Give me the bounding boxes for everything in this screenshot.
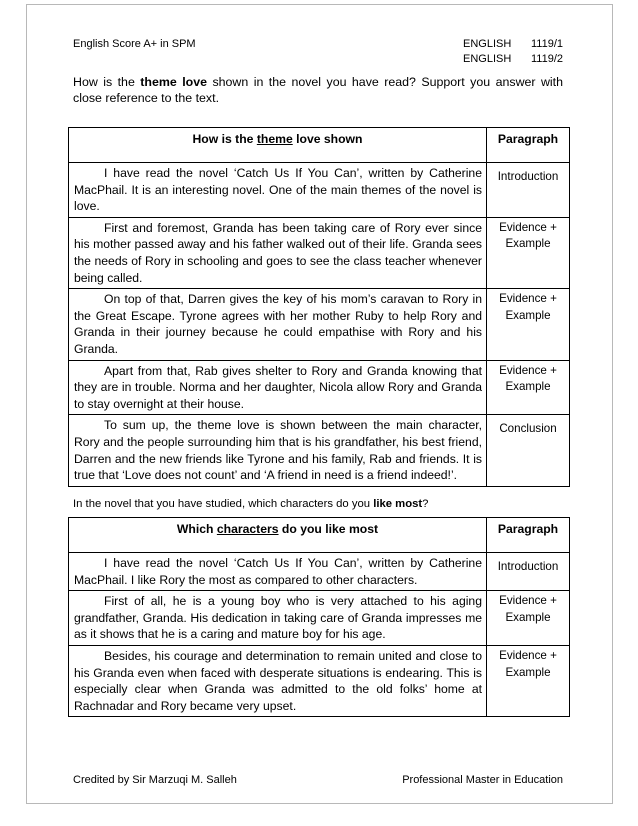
question-1: [73, 75, 563, 106]
table-1-heading: How is the theme love shown: [69, 128, 487, 163]
table-2-body: [69, 553, 570, 717]
paragraph-type-label: Conclusion: [487, 415, 570, 486]
question-2-text: In the novel that you have studied, which characters do you: [73, 498, 374, 510]
header-title: English Score A+ in SPM: [73, 38, 196, 50]
paragraph-type-label: Evidence + Example: [487, 289, 570, 360]
essay-paragraph: First of all, he is a young boy who is very attached to his aging grandfather, Granda. His dedication in taking care of Granda impresses me as it shows that he is a caring and mature boy for his age.: [69, 591, 487, 646]
love-theme-table: [68, 127, 570, 487]
table-row: [69, 415, 570, 486]
paper-code-row: [463, 52, 581, 67]
paragraph-type-label: Introduction: [487, 553, 570, 591]
table-1-body: [69, 163, 570, 487]
paragraph-type-label: Evidence + Example: [487, 645, 570, 716]
table-row: [69, 645, 570, 716]
table-header-row: [69, 128, 570, 163]
table-row: [69, 591, 570, 646]
question-2-text-end: ?: [422, 498, 429, 510]
footer-credit: Credited by Sir Marzuqi M. Salleh: [73, 774, 237, 786]
paragraph-type-label: Evidence + Example: [487, 591, 570, 646]
essay-paragraph: To sum up, the theme love is shown between the main character, Rory and the people surrounding him that is his grandfather, his best friend, Darren and the new friends like Tyrone and his family, Rab and friends. It is true that ‘Love does not count’ and ‘A friend in need is a friend indeed!’.: [69, 415, 487, 486]
paper-code: 1119/1: [531, 38, 564, 50]
table-row: [69, 360, 570, 415]
essay-paragraph: First and foremost, Granda has been taking care of Rory ever since his mother passed away and his father walked out of their life. Granda sees the needs of Rory in schooling and goes to see the class teacher whenever being called.: [69, 217, 487, 288]
table-2-heading: Which characters do you like most: [69, 518, 487, 553]
paper-subject: ENGLISH: [463, 53, 512, 65]
essay-paragraph: Besides, his courage and determination to remain united and close to his Granda even when faced with desperate situations is endearing. This is especially clear when Granda was admitted to the old folks’ home at Rachnadar and Rory became very upset.: [69, 645, 487, 716]
table-row: [69, 553, 570, 591]
essay-paragraph: I have read the novel ‘Catch Us If You Can’, written by Catherine MacPhail. I like Rory the most as compared to other characters.: [69, 553, 487, 591]
header-paper-codes: [463, 37, 581, 67]
table-row: [69, 289, 570, 360]
footer-qualification: Professional Master in Education: [402, 774, 563, 786]
paragraph-column-heading: Paragraph: [487, 128, 570, 163]
question-1-text: How is the: [73, 75, 141, 89]
table-row: [69, 163, 570, 218]
paper-code-row: [463, 37, 581, 52]
essay-paragraph: I have read the novel ‘Catch Us If You Can’, written by Catherine MacPhail. It is an interesting novel. One of the main themes of the novel is love.: [69, 163, 487, 218]
table-row: [69, 217, 570, 288]
question-1-text-end: shown in the novel you have read? Support you answer with close reference to the text.: [73, 75, 563, 105]
paragraph-type-label: Evidence + Example: [487, 217, 570, 288]
question-1-keyword: theme love: [140, 75, 208, 89]
question-2: [73, 497, 563, 513]
question-2-keyword: like most: [373, 498, 423, 510]
essay-paragraph: On top of that, Darren gives the key of his mom’s caravan to Rory in the Great Escape. Tyrone agrees with her mother Ruby to help Rory and Granda in their journey because he could empathise with Rory and his Granda.: [69, 289, 487, 360]
essay-paragraph: Apart from that, Rab gives shelter to Rory and Granda knowing that they are in trouble. Norma and her daughter, Nicola allow Rory and Granda to stay overnight at their house.: [69, 360, 487, 415]
paragraph-type-label: Introduction: [487, 163, 570, 218]
favourite-character-table: [68, 517, 570, 717]
paper-code: 1119/2: [531, 53, 564, 65]
paragraph-type-label: Evidence + Example: [487, 360, 570, 415]
paragraph-column-heading: Paragraph: [487, 518, 570, 553]
paper-subject: ENGLISH: [463, 38, 512, 50]
table-header-row: [69, 518, 570, 553]
